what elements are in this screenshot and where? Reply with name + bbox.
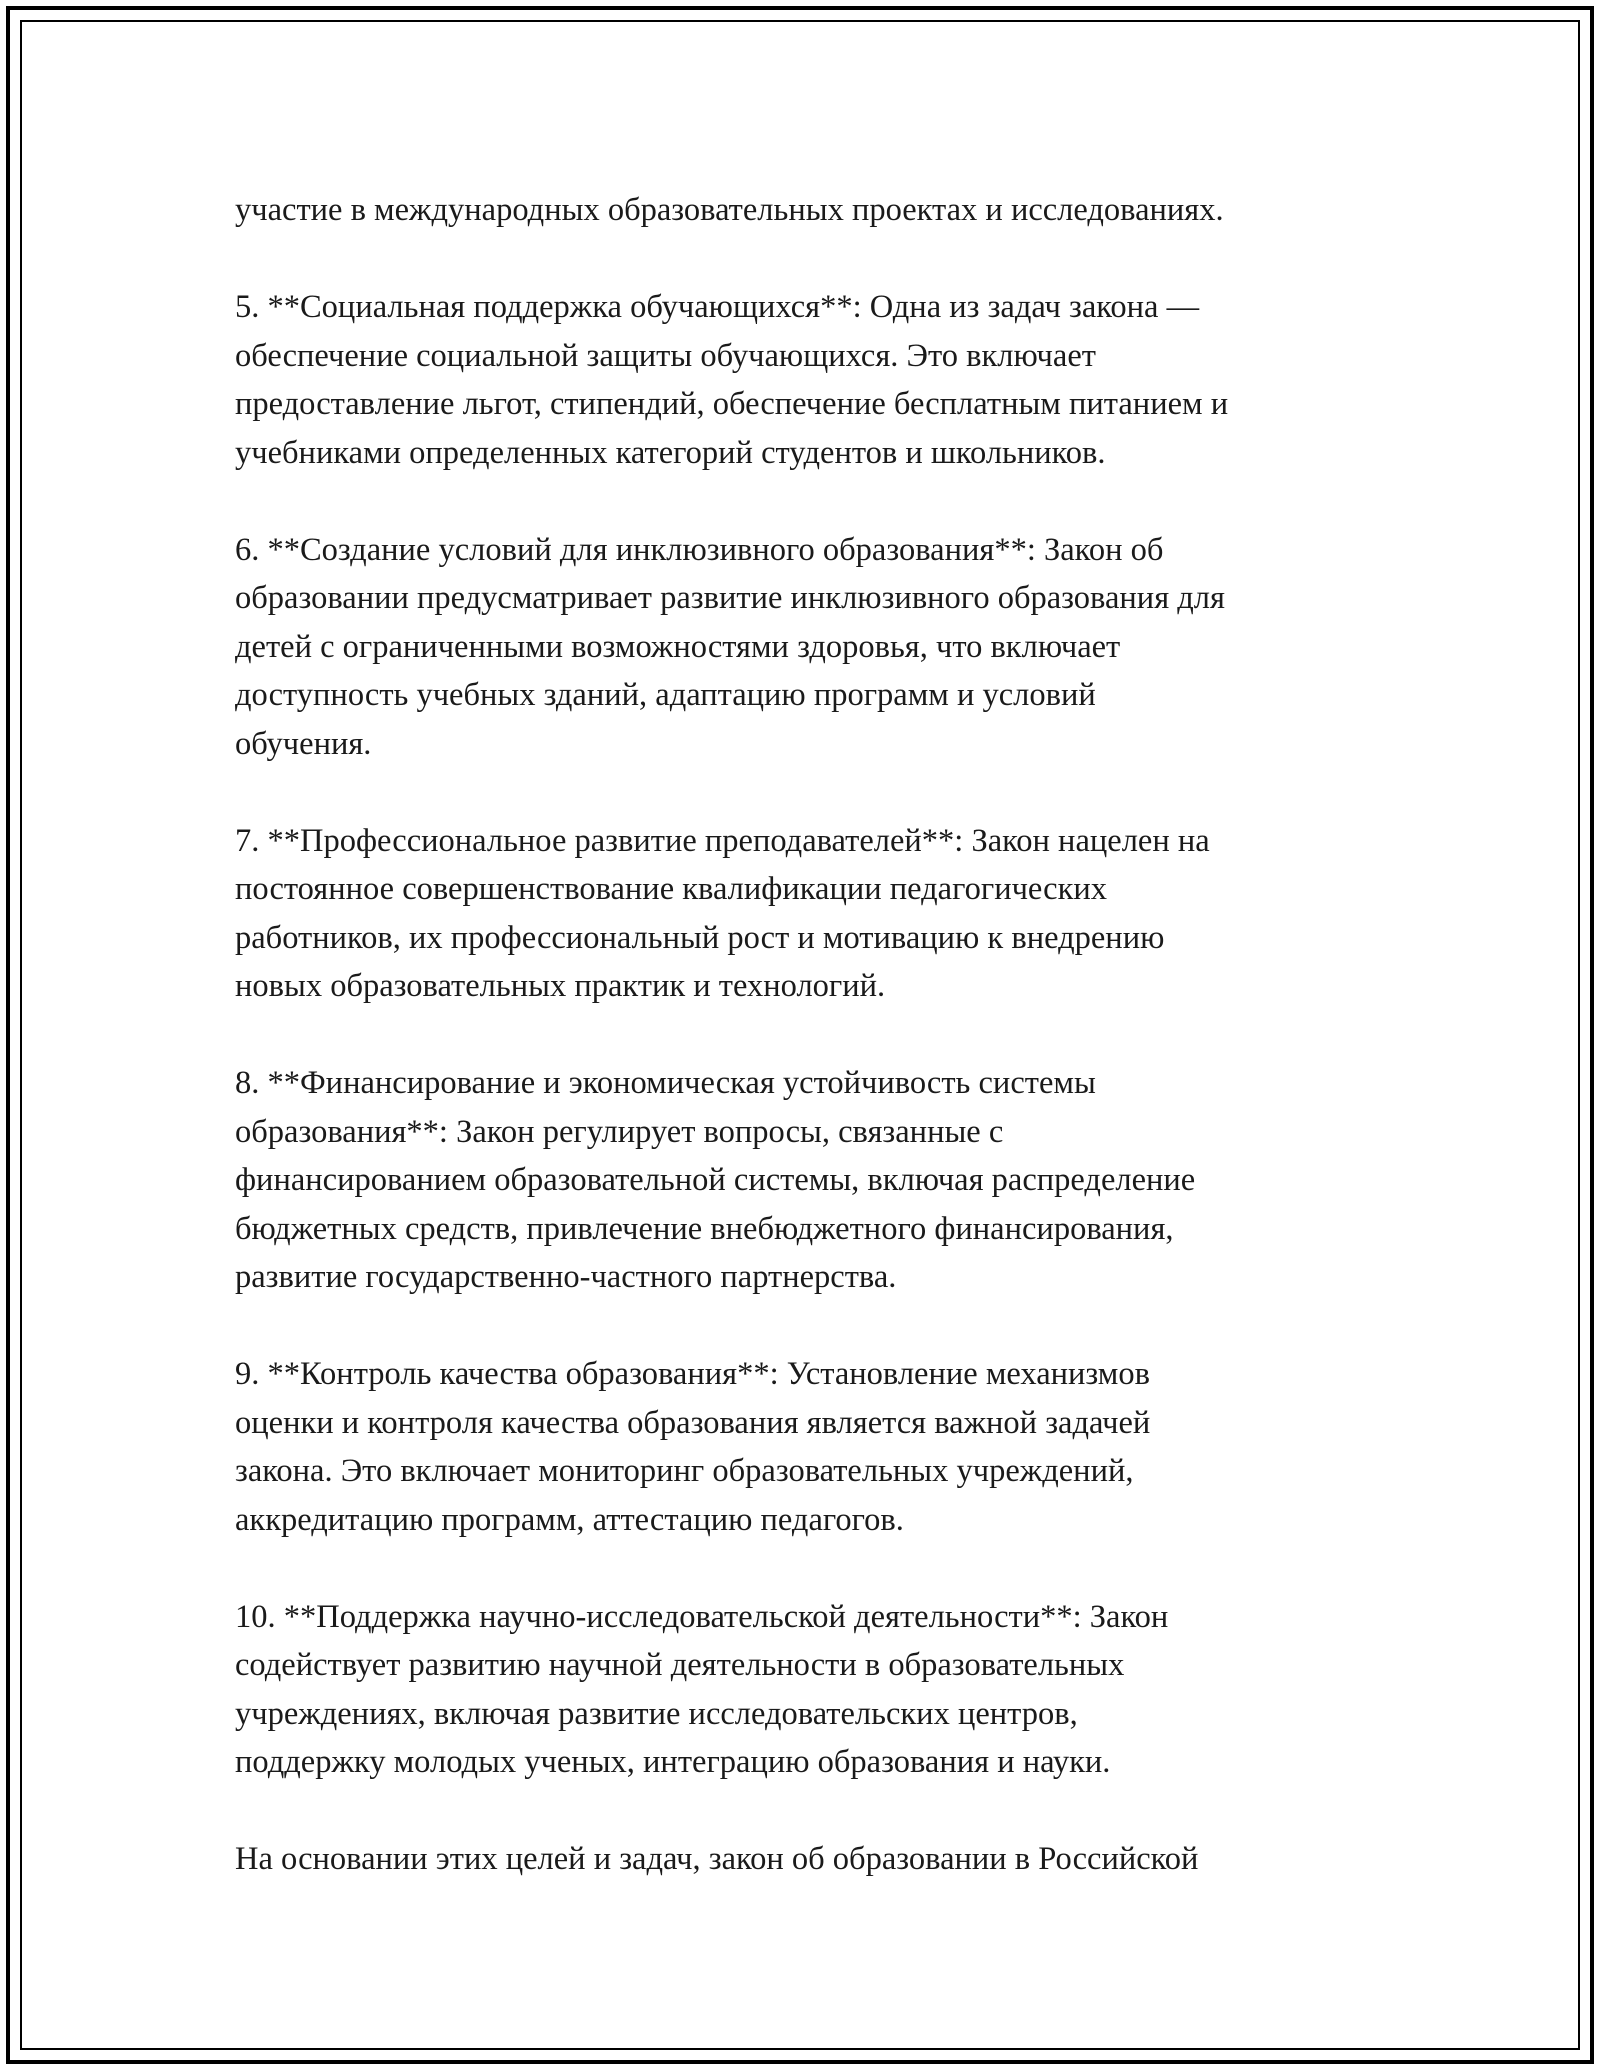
text-line: 9. **Контроль качества образования**: Установление механизмов [235,1356,1150,1392]
text-line: детей с ограниченными возможностями здоровья, что включает [235,628,1121,665]
text-line: развитие государственно-частного партнерства. [235,1259,897,1295]
text-line: обеспечение социальной защиты обучающихся. Это включает [235,337,1096,374]
text-line: образовании предусматривает развитие инклюзивного образования для [235,580,1225,616]
paragraph [235,526,1375,769]
text-line: постоянное совершенствование квалификации педагогических [235,871,1108,907]
text-line: 5. **Социальная поддержка обучающихся**: Одна из задач закона — [235,289,1200,325]
text-line: 8. **Финансирование и экономическая устойчивость системы [235,1065,1096,1101]
paragraph [235,186,1375,235]
text-line: финансированием образовательной системы, включая распределение [235,1162,1196,1198]
paragraph [235,1593,1375,1787]
paragraph [235,1350,1375,1544]
text-line: 10. **Поддержка научно-исследовательской деятельности**: Закон [235,1598,1169,1635]
paragraph [235,283,1375,477]
text-line: бюджетных средств, привлечение внебюджетного финансирования, [235,1210,1174,1247]
text-line: содействует развитию научной деятельности в образовательных [235,1647,1125,1683]
text-line: оценки и контроля качества образования является важной задачей [235,1404,1151,1441]
text-line: участие в международных образовательных проектах и исследованиях. [235,192,1224,228]
text-line: учреждениях, включая развитие исследовательских центров, [235,1695,1078,1732]
text-line: доступность учебных зданий, адаптацию программ и условий [235,677,1096,713]
text-line: учебниками определенных категорий студентов и школьников. [235,434,1106,471]
text-line: аккредитацию программ, аттестацию педагогов. [235,1501,904,1538]
text-line: предоставление льгот, стипендий, обеспечение бесплатным питанием и [235,386,1229,422]
text-line: образования**: Закон регулирует вопросы, связанные с [235,1113,1004,1150]
paragraph [235,1059,1375,1302]
text-line: закона. Это включает мониторинг образовательных учреждений, [235,1453,1134,1489]
paragraph [235,1835,1375,1884]
text-line: обучения. [235,725,372,762]
text-line: новых образовательных практик и технологий. [235,968,886,1004]
text-line: работников, их профессиональный рост и мотивацию к внедрению [235,919,1165,956]
paragraph [235,817,1375,1011]
text-line: поддержку молодых ученых, интеграцию образования и науки. [235,1744,1111,1780]
text-line: 6. **Создание условий для инклюзивного образования**: Закон об [235,531,1164,568]
text-line: На основании этих целей и задач, закон об образовании в Российской [235,1841,1199,1877]
text-line: 7. **Профессиональное развитие преподавателей**: Закон нацелен на [235,822,1210,859]
document-body [235,186,1375,1932]
